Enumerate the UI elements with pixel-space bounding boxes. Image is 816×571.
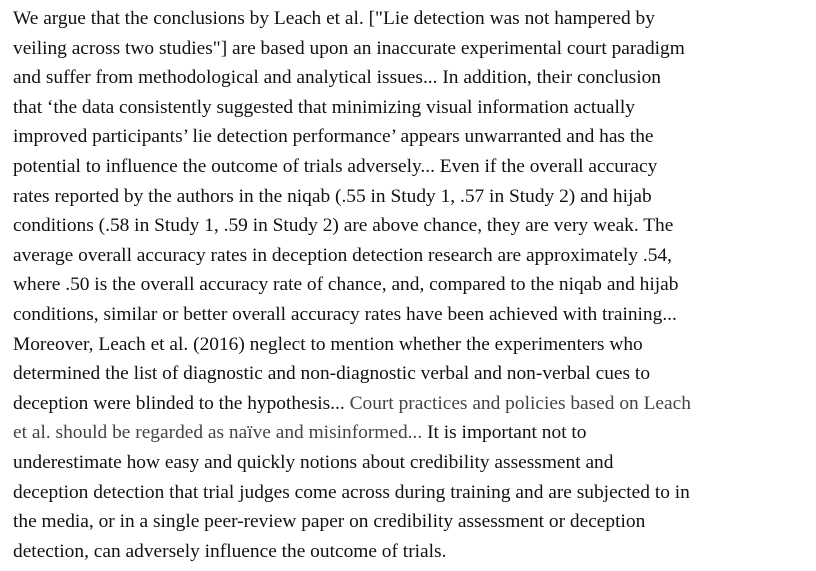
text-line: potential to influence the outcome of trials adversely... Even if the overall accuracy <box>13 155 658 177</box>
text-line: rates reported by the authors in the niqab (.55 in Study 1, .57 in Study 2) and hijab <box>13 185 652 207</box>
text-line: improved participants’ lie detection performance’ appears unwarranted and has the <box>13 126 654 148</box>
text-segment: It is important not to <box>422 422 587 444</box>
text-line: Moreover, Leach et al. (2016) neglect to mention whether the experimenters who <box>13 333 643 355</box>
text-line: underestimate how easy and quickly notions about credibility assessment and <box>13 451 614 473</box>
text-line: veiling across two studies"] are based upon an inaccurate experimental court paradigm <box>13 37 685 59</box>
text-line: conditions (.58 in Study 1, .59 in Study 2) are above chance, they are very weak. The <box>13 215 674 237</box>
text-line: conditions, similar or better overall accuracy rates have been achieved with training... <box>13 303 677 325</box>
quoted-passage <box>13 4 813 566</box>
text-line: and suffer from methodological and analytical issues... In addition, their conclusion <box>13 67 661 89</box>
text-segment-muted: et al. should be regarded as naïve and misinformed... <box>13 422 423 444</box>
text-line: detection, can adversely influence the outcome of trials. <box>13 540 447 562</box>
text-line <box>13 418 813 448</box>
text-line <box>13 389 813 419</box>
text-line: that ‘the data consistently suggested that minimizing visual information actually <box>13 96 635 118</box>
text-segment: deception were blinded to the hypothesis... <box>13 392 345 414</box>
text-line: deception detection that trial judges come across during training and are subjected to in <box>13 481 690 503</box>
text-line: We argue that the conclusions by Leach et al. ["Lie detection was not hampered by <box>13 8 655 29</box>
text-line: average overall accuracy rates in deception detection research are approximately .54, <box>13 244 672 266</box>
text-line: where .50 is the overall accuracy rate of chance, and, compared to the niqab and hijab <box>13 274 679 296</box>
text-segment-muted: Court practices and policies based on Leach <box>344 392 691 414</box>
text-line: the media, or in a single peer-review paper on credibility assessment or deception <box>13 511 646 533</box>
text-line: determined the list of diagnostic and non-diagnostic verbal and non-verbal cues to <box>13 363 651 385</box>
